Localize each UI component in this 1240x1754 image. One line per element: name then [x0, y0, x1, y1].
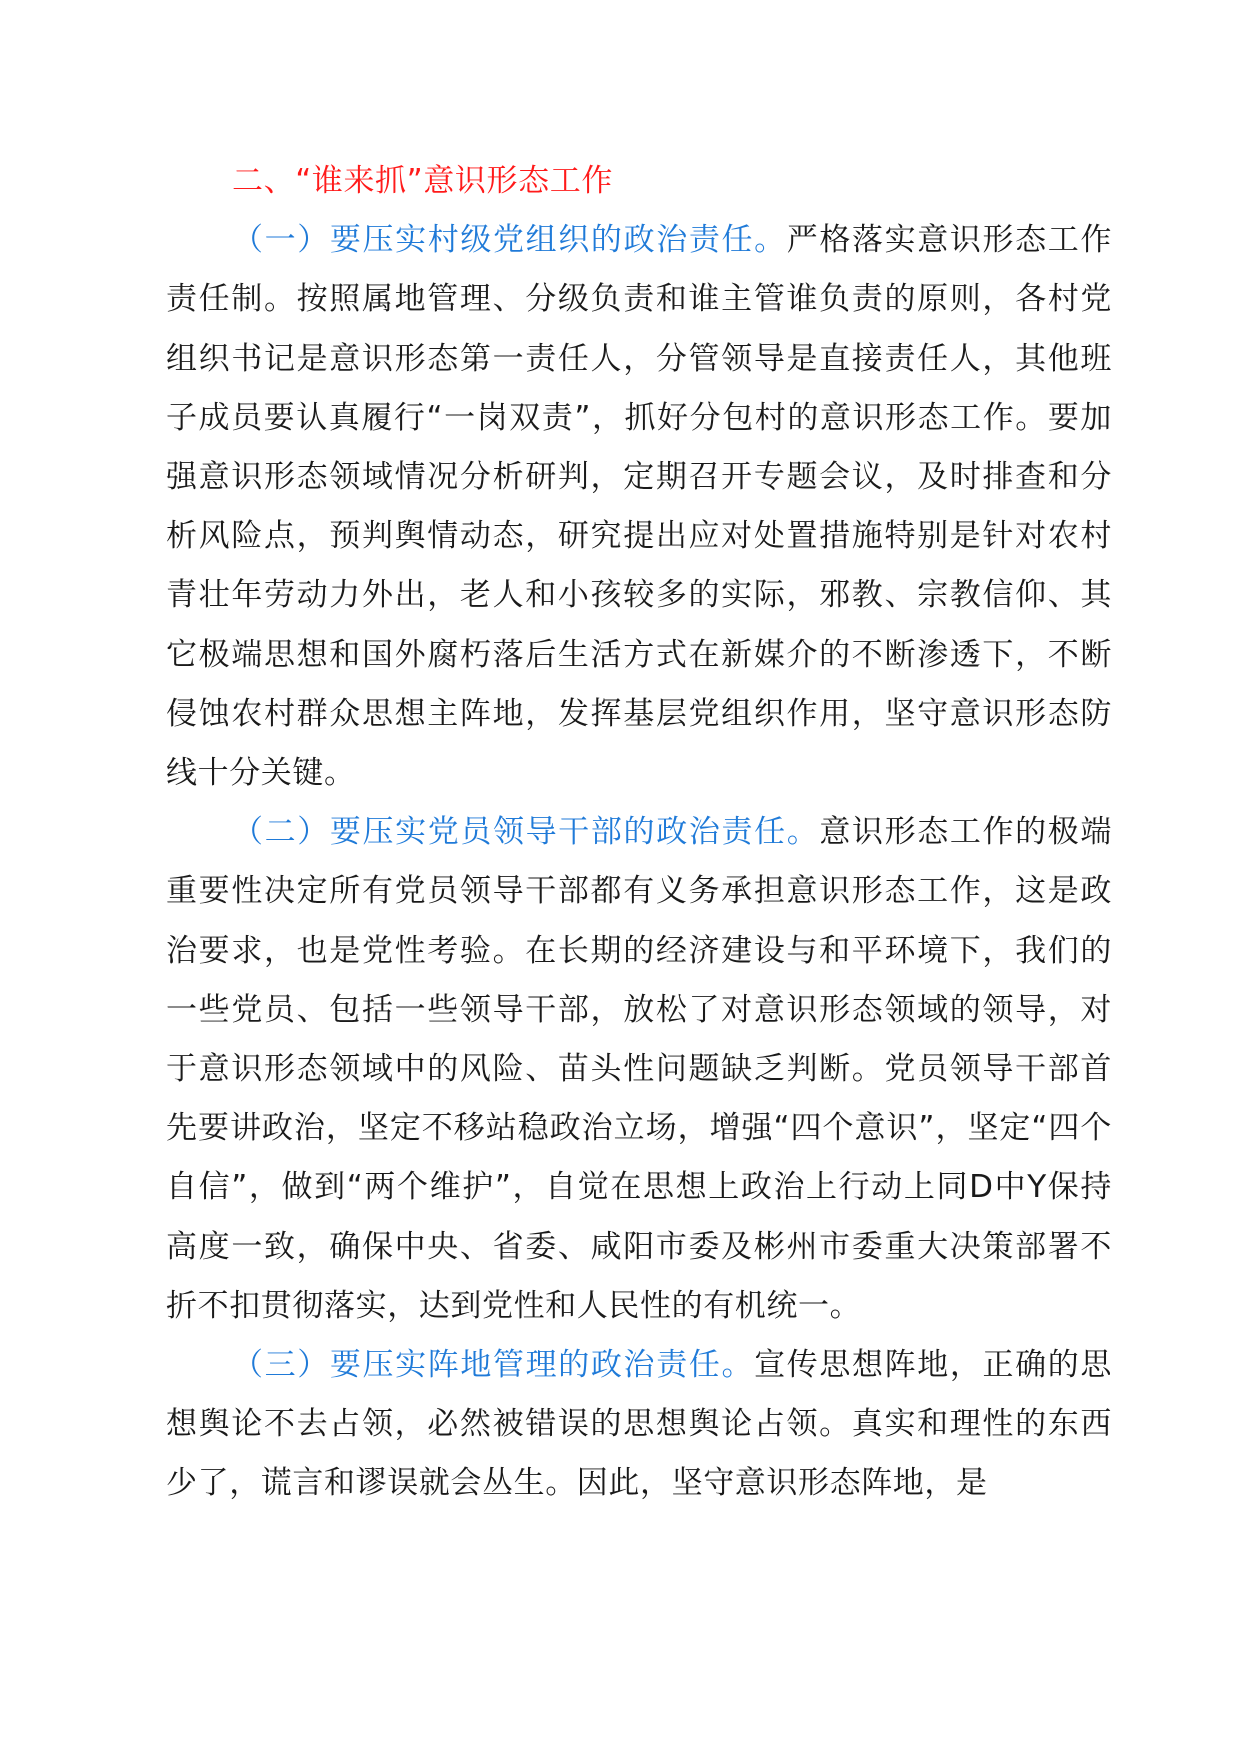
paragraph-3: [166, 1336, 1112, 1514]
section-heading: 二、“谁来抓”意识形态工作: [232, 163, 613, 199]
paragraph-1-body: 严格落实意识形态工作责任制。按照属地管理、分级负责和谁主管谁负责的原则，各村党组织书记是意识形态第一责任人，分管领导是直接责任人，其他班子成员要认真履行“一岗双责”，抓好分包村的意识形态工作。要加强意识形态领域情况分析研判，定期召开专题会议，及时排查和分析风险点，预判舆情动态，研究提出应对处置措施特别是针对农村青壮年劳动力外出，老人和小孩较多的实际，邪教、宗教信仰、其它极端思想和国外腐朽落后生活方式在新媒介的不断渗透下，不断侵蚀农村群众思想主阵地，发挥基层党组织作用，坚守意识形态防线十分关键。: [166, 222, 1113, 792]
paragraph-1: [166, 211, 1112, 803]
paragraph-2-subheading: （二）要压实党员领导干部的政治责任。: [232, 814, 820, 851]
paragraph-3-body: 宣传思想阵地，正确的思想舆论不去占领，必然被错误的思想舆论占领。真实和理性的东西少了，谎言和谬误就会丛生。因此，坚守意识形态阵地，是: [166, 1347, 1112, 1502]
paragraph-3-subheading: （三）要压实阵地管理的政治责任。: [232, 1347, 755, 1384]
paragraph-2: [166, 803, 1112, 1336]
paragraph-2-body: 意识形态工作的极端重要性决定所有党员领导干部都有义务承担意识形态工作，这是政治要求，也是党性考验。在长期的经济建设与和平环境下，我们的一些党员、包括一些领导干部，放松了对意识形态领域的领导，对于意识形态领域中的风险、苗头性问题缺乏判断。党员领导干部首先要讲政治，坚定不移站稳政治立场，增强“四个意识”，坚定“四个自信”，做到“两个维护”，自觉在思想上政治上行动上同D中Y保持高度一致，确保中央、省委、咸阳市委及彬州市委重大决策部署不折不扣贯彻落实，达到党性和人民性的有机统一。: [166, 814, 1112, 1324]
document-body: [166, 152, 1112, 1514]
paragraph-1-subheading: （一）要压实村级党组织的政治责任。: [232, 222, 787, 259]
